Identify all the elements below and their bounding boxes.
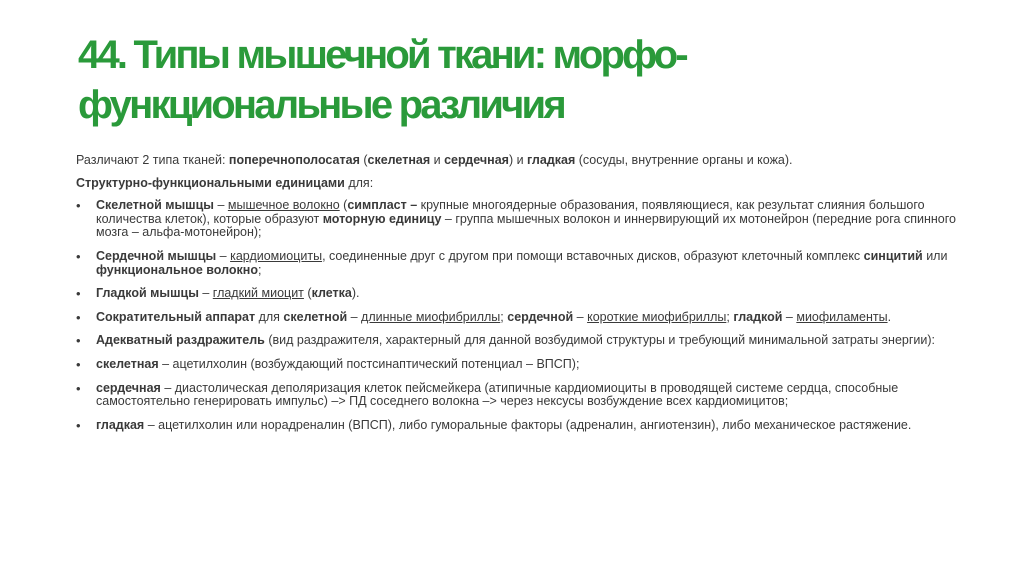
item-underline: гладкий миоцит (212, 286, 304, 301)
item-bold: клетка (311, 286, 352, 301)
item-bold: Адекватный раздражитель (96, 333, 265, 348)
units-bold: Структурно-функциональными единицами (76, 175, 345, 190)
units-heading (76, 177, 956, 191)
item-underline: длинные миофибриллы (361, 309, 501, 324)
item-text: ; (500, 309, 508, 324)
item-text: ( (339, 198, 348, 213)
intro-bold: поперечнополосатая (228, 153, 360, 167)
item-bold: гладкой (733, 309, 783, 324)
intro-text: и (430, 153, 445, 167)
item-underline: короткие миофибриллы (587, 309, 727, 324)
item-bold: Гладкой мышцы (96, 286, 199, 301)
item-bold: Скелетной мышцы (96, 198, 214, 213)
item-text: для (255, 309, 284, 324)
bullet-list (76, 199, 956, 432)
intro-bold: сердечная (444, 153, 509, 167)
item-bold: сердечная (96, 380, 161, 395)
list-item-contractile-apparatus (76, 311, 956, 325)
item-bold: Сократительный аппарат (96, 309, 256, 324)
item-underline: мышечное волокно (227, 198, 340, 213)
intro-text: ) и (508, 153, 528, 167)
list-item-cardiac-stimulus (76, 382, 956, 409)
item-text: – (573, 309, 588, 324)
list-item-adequate-stimulus (76, 334, 956, 348)
list-item-smooth-stimulus (76, 419, 956, 433)
item-text: – (347, 309, 362, 324)
item-text: – (198, 286, 213, 301)
item-underline: миофиламенты (796, 309, 888, 324)
item-text: ). (351, 286, 360, 301)
item-text: – (213, 198, 228, 213)
list-item-skeletal-stimulus (76, 358, 956, 372)
item-bold: скелетной (283, 309, 348, 324)
item-text: – ацетилхолин или норадреналин (ВПСП), либо гуморальные факторы (адреналин, ангиотензин), либо механическое растяжение. (144, 417, 912, 432)
intro-text: (сосуды, внутренние органы и кожа). (575, 153, 793, 167)
units-text: для: (344, 175, 374, 190)
item-bold: синцитий (863, 248, 923, 263)
intro-text: Различают 2 типа тканей: (76, 153, 229, 167)
item-text: или (922, 248, 948, 263)
item-text: – (216, 248, 231, 263)
item-bold: скелетная (96, 356, 159, 371)
list-item-smooth-unit (76, 287, 956, 301)
item-text: ; (726, 309, 734, 324)
item-underline: кардиомиоциты (230, 248, 323, 263)
title-line-2: функциональные различия (78, 83, 564, 127)
list-item-skeletal-unit (76, 199, 956, 240)
item-text: , соединенные друг с другом при помощи вставочных дисков, образуют клеточный комплекс (322, 248, 864, 263)
item-bold: гладкая (96, 417, 145, 432)
slide-title (78, 30, 978, 130)
item-text: ; (257, 262, 262, 277)
item-text: (вид раздражителя, характерный для данной возбудимой структуры и требующий минимальной затраты энергии): (264, 333, 936, 348)
item-text: крупные многоядерные образования, появляющиеся, как результат слияния большого количества клеток), которые образуют (96, 198, 925, 226)
item-text: – (782, 309, 797, 324)
intro-bold: скелетная (367, 153, 431, 167)
item-text: ( (303, 286, 312, 301)
item-text: – диастолическая деполяризация клеток пейсмейкера (атипичные кардиомиоциты в проводящей системе сердца, способные самостоятельно генерировать импульс) –> ПД соседнего волокна –> через нексусы возбуждение всех кардиомицитов; (96, 380, 899, 409)
title-line-1: 44. Типы мышечной ткани: морфо- (78, 33, 686, 77)
item-text: . (887, 309, 892, 324)
list-item-cardiac-unit (76, 250, 956, 277)
slide-body (76, 154, 956, 442)
item-bold: сердечной (507, 309, 574, 324)
item-text: – группа мышечных волокон и иннервирующий их мотонейрон (передние рога спинного мозга – альфа-мотонейрон); (96, 211, 956, 240)
item-bold: симпласт – (347, 198, 418, 213)
item-bold: Сердечной мышцы (96, 248, 217, 263)
intro-paragraph (76, 154, 956, 168)
item-bold: моторную единицу (322, 211, 442, 226)
item-text: – ацетилхолин (возбуждающий постсинаптический потенциал – ВПСП); (158, 356, 580, 371)
intro-bold: гладкая (527, 153, 576, 167)
intro-text: ( (359, 153, 368, 167)
item-bold: функциональное волокно (96, 262, 258, 277)
